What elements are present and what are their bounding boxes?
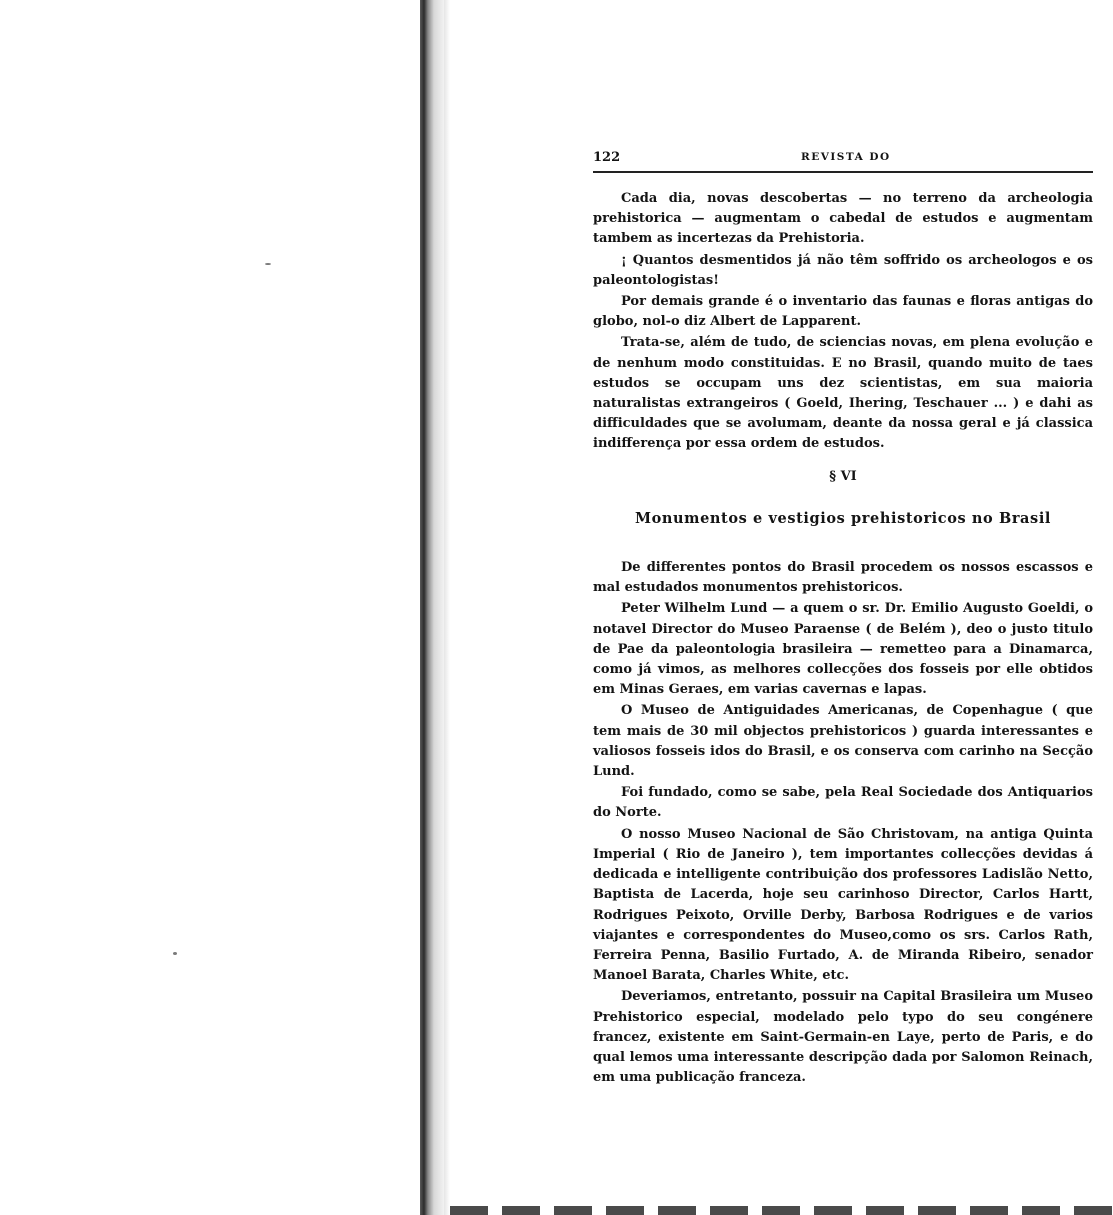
paragraph: O nosso Museo Nacional de São Christovam, na antiga Quinta Imperial ( Rio de Janeiro ), tem importantes collecções devidas á dedicada e intelligente contribuição dos professores Ladislão Netto, Baptista de Lacerda, hoje seu carinhoso Director, Carlos Hartt, Rodrigues Peixoto, Orville Derby, Barbosa Rodrigues e de varios viajantes e correspondentes do Museo,como os srs. Carlos Rath, Ferreira Penna, Basilio Furtado, A. de Miranda Ribeiro, senador Manoel Barata, Charles White, etc. bbox=[593, 826, 1093, 984]
paragraph: Trata-se, além de tudo, de sciencias novas, em plena evolução e de nenhum modo constituidas. E no Brasil, quando muito de taes estudos se occupam uns dez scientistas, em sua maioria naturalistas extrangeiros ( Goeld, Ihering, Teschauer ... ) e dahi as difficuldades que se avolumam, deante da nossa geral e já classica indifferença por essa ordem de estudos. bbox=[593, 335, 1093, 452]
header-rule bbox=[593, 171, 1093, 173]
paragraph: Cada dia, novas descobertas — no terreno da archeologia prehistorica — augmentam o cabedal de estudos e augmentam tambem as incertezas da Prehistoria. bbox=[593, 191, 1093, 247]
running-head bbox=[593, 150, 1093, 168]
journal-name: REVISTA DO bbox=[801, 151, 891, 163]
page-number: 122 bbox=[593, 150, 621, 165]
paragraph: De differentes pontos do Brasil procedem os nossos escassos e mal estudados monumentos prehistoricos. bbox=[593, 560, 1093, 596]
paper-speck bbox=[173, 952, 177, 955]
book-binding-gutter bbox=[420, 0, 444, 1215]
paragraph: Foi fundado, como se sabe, pela Real Sociedade dos Antiquarios do Norte. bbox=[593, 785, 1093, 821]
paragraph: O Museo de Antiguidades Americanas, de Copenhague ( que tem mais de 30 mil objectos prehistoricos ) guarda interessantes e valiosos fosseis idos do Brasil, e os conserva com carinho na Secção Lund. bbox=[593, 703, 1093, 780]
section-mark: § VI bbox=[829, 468, 857, 484]
paragraph: ¡ Quantos desmentidos já não têm soffrido os archeologos e os paleontologistas! bbox=[593, 252, 1093, 288]
body-text bbox=[593, 189, 1093, 1089]
next-page-edge bbox=[450, 1206, 1113, 1215]
paragraph: Deveriamos, entretanto, possuir na Capital Brasileira um Museo Prehistorico especial, modelado pelo typo do seu congénere francez, existente em Saint-Germain-en Laye, perto de Paris, e do qual lemos uma interessante descripção dada por Salomon Reinach, em uma publicação franceza. bbox=[593, 989, 1093, 1086]
left-page-blank bbox=[0, 0, 420, 1215]
paragraph: Por demais grande é o inventario das faunas e floras antigas do globo, nol-o diz Albert de Lapparent. bbox=[593, 294, 1093, 330]
section-title: Monumentos e vestigios prehistoricos no Brasil bbox=[634, 509, 1052, 527]
paper-speck bbox=[265, 263, 271, 265]
right-page bbox=[450, 0, 1113, 1205]
paragraph: Peter Wilhelm Lund — a quem o sr. Dr. Emilio Augusto Goeldi, o notavel Director do Museo Paraense ( de Belém ), deo o justo titulo de Pae da paleontologia brasileira — remetteo para a Dinamarca, como já vimos, as melhores collecções dos fosseis por elle obtidos em Minas Geraes, em varias cavernas e lapas. bbox=[593, 601, 1093, 698]
